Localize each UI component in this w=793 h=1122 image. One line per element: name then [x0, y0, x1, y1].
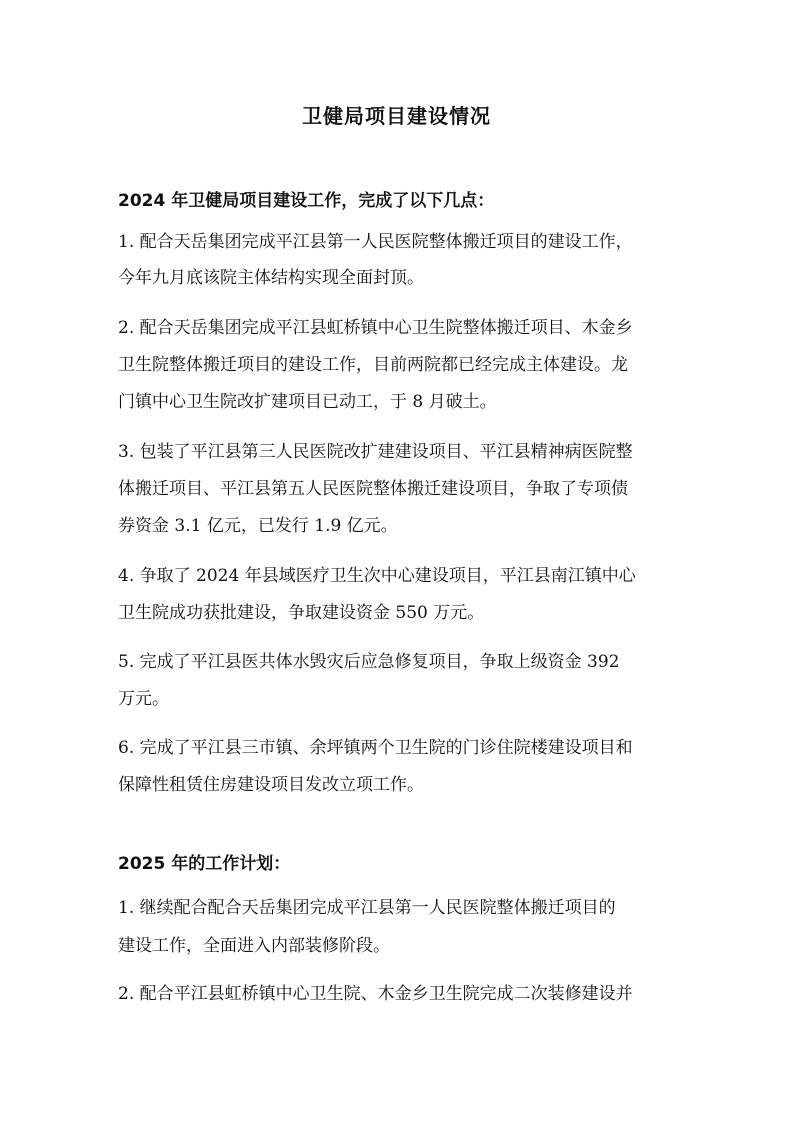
paragraph-line: 万元。: [118, 689, 169, 709]
paragraph-line: 4. 争取了 2024 年县域医疗卫生次中心建设项目，平江县南江镇中心: [118, 566, 636, 586]
paragraph-line: 2. 配合天岳集团完成平江县虹桥镇中心卫生院整体搬迁项目、木金乡: [118, 318, 633, 338]
section-2024-heading: 2024 年卫健局项目建设工作，完成了以下几点：: [118, 191, 495, 211]
paragraph-line: 1. 继续配合配合天岳集团完成平江县第一人民医院整体搬迁项目的: [118, 898, 616, 918]
paragraph-line: 3. 包装了平江县第三人民医院改扩建建设项目、平江县精神病医院整: [118, 442, 633, 462]
paragraph-line: 体搬迁项目、平江县第五人民医院整体搬迁建设项目，争取了专项债: [118, 479, 628, 499]
paragraph-line: 建设工作，全面进入内部装修阶段。: [118, 936, 390, 956]
paragraph-line: 5. 完成了平江县医共体水毁灾后应急修复项目，争取上级资金 392: [118, 652, 620, 672]
paragraph-line: 2. 配合平江县虹桥镇中心卫生院、木金乡卫生院完成二次装修建设并: [118, 984, 633, 1004]
paragraph-line: 6. 完成了平江县三市镇、余坪镇两个卫生院的门诊住院楼建设项目和: [118, 738, 633, 758]
paragraph-line: 1. 配合天岳集团完成平江县第一人民医院整体搬迁项目的建设工作，: [118, 232, 633, 252]
document-title: 卫健局项目建设情况: [302, 104, 491, 128]
paragraph-line: 今年九月底该院主体结构实现全面封顶。: [118, 268, 424, 288]
paragraph-line: 门镇中心卫生院改扩建项目已动工，于 8 月破土。: [118, 392, 497, 412]
section-2025-heading: 2025 年的工作计划：: [118, 854, 291, 874]
paragraph-line: 卫生院成功获批建设，争取建设资金 550 万元。: [118, 603, 485, 623]
paragraph-line: 保障性租赁住房建设项目发改立项工作。: [118, 775, 424, 795]
paragraph-line: 券资金 3.1 亿元，已发行 1.9 亿元。: [118, 516, 398, 536]
paragraph-line: 卫生院整体搬迁项目的建设工作，目前两院都已经完成主体建设。龙: [118, 355, 628, 375]
